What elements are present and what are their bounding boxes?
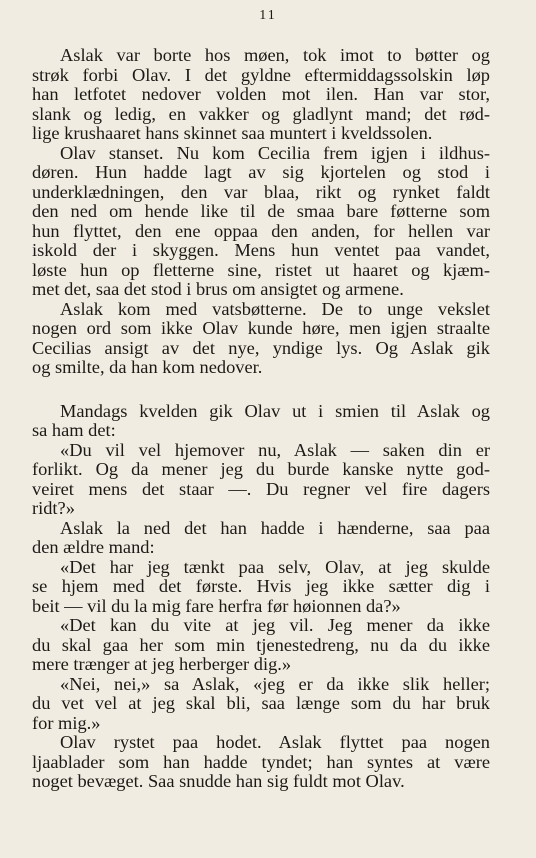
text-line: ridt?»	[32, 498, 75, 518]
page-number: 11	[259, 8, 277, 23]
text-line: beit — vil du la mig fare herfra før høionnen da?»	[32, 595, 401, 616]
text-line: met det, saa det stod i brus om ansigtet og armene.	[32, 279, 404, 299]
text-line: ljaablader som han hadde tyndet; han syntes at være	[32, 751, 490, 772]
text-line: lige krushaaret hans skinnet saa muntert i kveldssolen.	[32, 123, 433, 143]
text-line: «Det har jeg tænkt paa selv, Olav, at jeg skulde	[60, 556, 490, 577]
text-line: strøk forbi Olav. I det gyldne eftermiddagssolskin løp	[32, 64, 490, 85]
text-line: «Nei, nei,» sa Aslak, «jeg er da ikke slik heller;	[60, 673, 490, 694]
text-line: Olav stanset. Nu kom Cecilia frem igjen i ildhus-	[60, 142, 490, 163]
text-line: den ældre mand:	[32, 537, 155, 557]
text-line: nogen ord som ikke Olav kunde høre, men igjen straalte	[32, 318, 490, 338]
section-break	[32, 378, 490, 402]
book-text	[32, 46, 490, 792]
text-line: og smilte, da han kom nedover.	[32, 357, 263, 377]
text-line: forlikt. Og da mener jeg du burde kanske nytte god-	[32, 459, 490, 479]
text-line: iskold der i skyggen. Mens hun ventet paa vandet,	[32, 240, 490, 260]
paragraph	[32, 46, 490, 144]
text-line: for mig.»	[32, 712, 101, 733]
paragraph	[32, 519, 490, 558]
text-line: Mandags kvelden gik Olav ut i smien til Aslak og	[60, 400, 490, 421]
paragraph	[32, 300, 490, 378]
text-line: Aslak la ned det han hadde i hænderne, saa paa	[60, 517, 490, 538]
text-line: mere trænger at jeg herberger dig.»	[32, 654, 292, 674]
text-line: du vet vel at jeg skal bli, saa længe som du har bruk	[32, 693, 490, 713]
text-line: hun flyttet, den ene oppaa den anden, for hellen var	[32, 220, 490, 241]
text-line: Aslak var borte hos møen, tok imot to bøtter og	[60, 45, 490, 65]
text-line: slank og ledig, en vakker og gladlynt mand; det rød-	[32, 103, 490, 124]
paragraph	[32, 558, 490, 617]
paragraph	[32, 402, 490, 441]
text-line: «Du vil vel hjemover nu, Aslak — saken din er	[60, 439, 490, 460]
paragraph	[32, 733, 490, 792]
text-line: underklædningen, den var blaa, rikt og rynket faldt	[32, 181, 490, 202]
text-line: Olav rystet paa hodet. Aslak flyttet paa nogen	[60, 732, 490, 752]
paragraph	[32, 616, 490, 675]
text-line: sa ham det:	[32, 420, 116, 440]
paragraph	[32, 675, 490, 734]
text-line: «Det kan du vite at jeg vil. Jeg mener da ikke	[60, 615, 490, 635]
text-line: Aslak kom med vatsbøtterne. De to unge vekslet	[60, 298, 490, 319]
paragraph	[32, 144, 490, 300]
text-line: noget bevæget. Saa snudde han sig fuldt mot Olav.	[32, 771, 405, 791]
text-line: han letfotet nedover volden mot ilen. Han var stor,	[32, 84, 490, 104]
text-line: du skal gaa her som min tjenestedreng, nu da du ikke	[32, 634, 490, 655]
paragraph	[32, 441, 490, 519]
text-line: døren. Hun hadde lagt av sig kjortelen og stod i	[32, 162, 490, 182]
text-line: løste hun op fletterne sine, ristet ut haaret og kjæm-	[32, 259, 490, 280]
text-line: den ned om hende like til de smaa bare føtterne som	[32, 201, 490, 221]
text-line: Cecilias ansigt av det nye, yndige lys. Og Aslak gik	[32, 337, 490, 358]
text-line: se hjem med det første. Hvis jeg ikke sætter dig i	[32, 576, 490, 596]
text-line: veiret mens det staar —. Du regner vel fire dagers	[32, 478, 490, 499]
